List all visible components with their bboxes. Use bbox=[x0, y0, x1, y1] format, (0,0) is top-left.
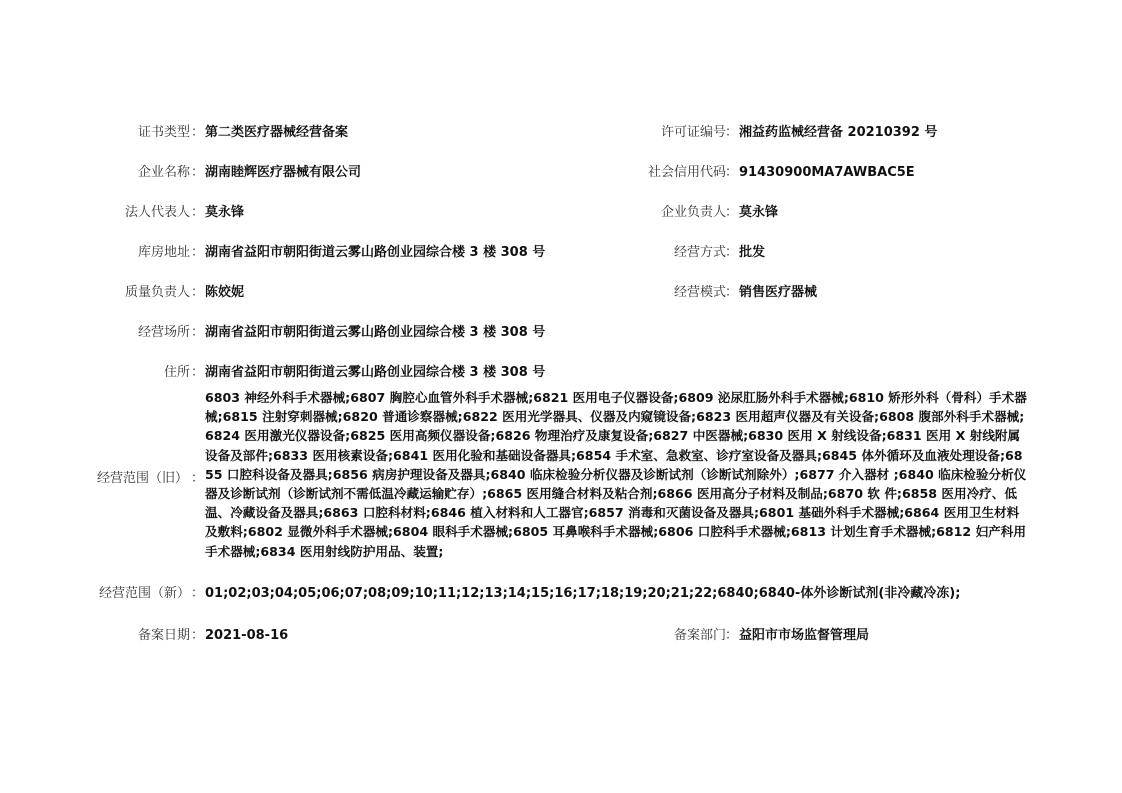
scope-new-value: 01;02;03;04;05;06;07;08;09;10;11;12;13;14;15;16;17;18;19;20;21;22;6840;6840-体外诊断试剂(非冷藏冷冻); bbox=[205, 586, 961, 601]
colon: ： bbox=[191, 285, 205, 300]
filing-dept-value: 益阳市市场监督管理局 bbox=[739, 628, 870, 643]
colon: ： bbox=[191, 245, 205, 260]
filing-date-value: 2021-08-16 bbox=[205, 628, 289, 643]
residence-value: 湖南省益阳市朝阳街道云雾山路创业园综合楼 3 楼 308 号 bbox=[205, 365, 546, 380]
company-name-label: 企业名称 bbox=[137, 165, 190, 180]
colon: ： bbox=[191, 365, 205, 380]
credit-code-value: 91430900MA7AWBAC5E bbox=[739, 165, 915, 180]
colon: ： bbox=[191, 205, 205, 220]
license-no-value: 湘益药监械经营备 20210392 号 bbox=[739, 125, 938, 140]
colon: ： bbox=[191, 325, 205, 340]
colon: ： bbox=[725, 628, 739, 643]
scope-old-label: 经营范围（旧） bbox=[96, 471, 188, 486]
filing-dept-label: 备案部门 bbox=[673, 628, 726, 643]
business-mode-label: 经营模式 bbox=[673, 285, 726, 300]
colon: ： bbox=[191, 125, 205, 140]
filing-date-label: 备案日期 bbox=[137, 628, 190, 643]
quality-head-label: 质量负责人 bbox=[124, 285, 190, 300]
warehouse-addr-value: 湖南省益阳市朝阳街道云雾山路创业园综合楼 3 楼 308 号 bbox=[205, 245, 546, 260]
scope-old-value: 6803 神经外科手术器械;6807 胸腔心血管外科手术器械;6821 医用电子仪器设备;6809 泌尿肛肠外科手术器械;6810 矫形外科（骨科）手术器械;6815 注射穿刺器械;6820 普通诊察器械;6822 医用光学器具、仪器及内窥镜设备;6823 医用超声仪器及有关设备;6808 腹部外科手术器械;6824 医用激光仪器设备;6825 医用高频仪器设备;6826 物理治疗及康复设备;6827 中医器械;6830 医用 X 射线设备;6831 医用 X 射线附属设备及部件;6833 医用核素设备;6841 医用化验和基础设备器具;6854 手术室、急救室、诊疗室设备及器具;6845 体外循环及血液处理设备;6855 口腔科设备及器具;6856 病房护理设备及器具;6840 临床检验分析仪器及诊断试剂（诊断试剂除外）;6877 介入器材 ;6840 临床检验分析仪器及诊断试剂（诊断试剂不需低温冷藏运输贮存）;6865 医用缝合材料及粘合剂;6866 医用高分子材料及制品;6870 软 件;6858 医用冷疗、低温、冷藏设备及器具;6863 口腔科材料;6846 植入材料和人工器官;6857 消毒和灭菌设备及器具;6801 基础外科手术器械;6864 医用卫生材料及敷料;6802 显微外科手术器械;6804 眼科手术器械;6805 耳鼻喉科手术器械;6806 口腔科手术器械;6813 计划生育手术器械;6812 妇产科用手术器械;6834 医用射线防护用品、装置; bbox=[205, 390, 1027, 559]
colon: ： bbox=[725, 285, 739, 300]
warehouse-addr-label: 库房地址 bbox=[137, 245, 190, 260]
colon: ： bbox=[725, 245, 739, 260]
business-place-label: 经营场所 bbox=[137, 325, 190, 340]
credit-code-label: 社会信用代码 bbox=[647, 165, 726, 180]
residence-label: 住所 bbox=[163, 365, 190, 380]
company-head-label: 企业负责人 bbox=[660, 205, 726, 220]
business-method-label: 经营方式 bbox=[673, 245, 726, 260]
colon: ： bbox=[725, 165, 739, 180]
quality-head-value: 陈姣妮 bbox=[205, 285, 245, 300]
scope-new-label: 经营范围（新） bbox=[98, 586, 190, 601]
cert-type-label: 证书类型 bbox=[137, 125, 190, 140]
colon: ： bbox=[191, 471, 205, 486]
license-no-label: 许可证编号 bbox=[660, 125, 726, 140]
company-name-value: 湖南睦辉医疗器械有限公司 bbox=[205, 165, 362, 180]
cert-type-value: 第二类医疗器械经营备案 bbox=[205, 125, 349, 140]
business-mode-value: 销售医疗器械 bbox=[739, 285, 818, 300]
colon: ： bbox=[191, 628, 205, 643]
legal-rep-label: 法人代表人 bbox=[124, 205, 190, 220]
company-head-value: 莫永锋 bbox=[739, 205, 779, 220]
colon: ： bbox=[725, 125, 739, 140]
business-place-value: 湖南省益阳市朝阳街道云雾山路创业园综合楼 3 楼 308 号 bbox=[205, 325, 546, 340]
business-method-value: 批发 bbox=[739, 245, 766, 260]
colon: ： bbox=[191, 586, 205, 601]
colon: ： bbox=[191, 165, 205, 180]
colon: ： bbox=[725, 205, 739, 220]
legal-rep-value: 莫永锋 bbox=[205, 205, 245, 220]
